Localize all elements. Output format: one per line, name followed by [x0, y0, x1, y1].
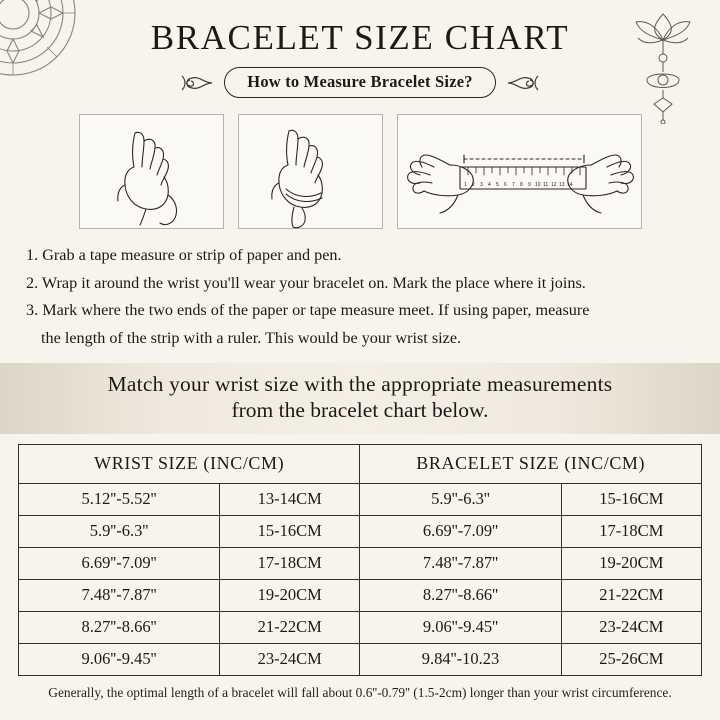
- wrist-size-inches: 7.48''-7.87'': [19, 580, 220, 612]
- illustration-3-box: [397, 114, 642, 229]
- wrist-size-cm: 21-22CM: [220, 612, 360, 644]
- svg-text:6: 6: [503, 182, 507, 188]
- subtitle-pill: How to Measure Bracelet Size?: [224, 67, 495, 98]
- bracelet-size-inches: 9.06''-9.45'': [360, 612, 561, 644]
- wrist-size-inches: 8.27''-8.66'': [19, 612, 220, 644]
- step-3-continuation: the length of the strip with a ruler. This would be your wrist size.: [41, 328, 462, 347]
- svg-text:4: 4: [487, 182, 491, 188]
- step-1: 1. Grab a tape measure or strip of paper and pen.: [26, 246, 342, 264]
- header-wrist-size: WRIST SIZE (INC/CM): [19, 445, 360, 484]
- flourish-left-ornament: [180, 72, 214, 94]
- svg-text:13: 13: [558, 182, 565, 188]
- illustration-1-box: [79, 114, 224, 229]
- bracelet-size-cm: 17-18CM: [561, 516, 701, 548]
- bracelet-size-cm: 19-20CM: [561, 548, 701, 580]
- table-row: [19, 484, 702, 516]
- wrist-size-inches: 5.12''-5.52'': [19, 484, 220, 516]
- bracelet-size-inches: 8.27''-8.66'': [360, 580, 561, 612]
- bracelet-size-cm: 21-22CM: [561, 580, 701, 612]
- match-banner-line-2: from the bracelet chart below.: [231, 398, 489, 423]
- wrist-size-inches: 5.9''-6.3'': [19, 516, 220, 548]
- footnote: Generally, the optimal length of a bracelet will fall about 0.6''-0.79'' (1.5-2cm) longer than your wrist circumference.: [48, 685, 672, 701]
- match-banner: [0, 363, 720, 434]
- table-header-row: [19, 445, 702, 484]
- step-3: 3. Mark where the two ends of the paper or tape measure meet. If using paper, measure: [26, 301, 590, 320]
- measuring-paper-strip-with-ruler-illustration: [398, 115, 643, 230]
- table-row: [19, 580, 702, 612]
- illustration-2-box: [238, 114, 383, 229]
- measurement-steps: [26, 243, 694, 351]
- step-2: 2. Wrap it around the wrist you'll wear your bracelet on. Mark the place where it joins.: [26, 273, 586, 292]
- wrist-size-inches: 6.69''-7.09'': [19, 548, 220, 580]
- wrist-size-cm: 17-18CM: [220, 548, 360, 580]
- svg-text:10: 10: [534, 182, 541, 188]
- svg-text:3: 3: [479, 182, 483, 188]
- wrist-wrapped-with-paper-strip-illustration: [239, 115, 384, 230]
- flourish-right-ornament: [506, 72, 540, 94]
- bracelet-size-inches: 5.9''-6.3'': [360, 484, 561, 516]
- size-table: [18, 444, 702, 676]
- table-row: [19, 644, 702, 676]
- bracelet-size-cm: 23-24CM: [561, 612, 701, 644]
- match-banner-line-1: Match your wrist size with the appropriate measurements: [107, 372, 613, 397]
- page-title: BRACELET SIZE CHART: [150, 18, 570, 57]
- bracelet-size-inches: 9.84''-10.23: [360, 644, 561, 676]
- bracelet-size-cm: 25-26CM: [561, 644, 701, 676]
- table-row: [19, 612, 702, 644]
- bracelet-size-inches: 7.48''-7.87'': [360, 548, 561, 580]
- wrist-size-cm: 13-14CM: [220, 484, 360, 516]
- svg-text:1: 1: [463, 182, 467, 188]
- svg-text:5: 5: [495, 182, 499, 188]
- svg-text:8: 8: [519, 182, 523, 188]
- svg-text:7: 7: [511, 182, 515, 188]
- bracelet-size-inches: 6.69''-7.09'': [360, 516, 561, 548]
- svg-text:14: 14: [566, 182, 573, 188]
- wrist-size-cm: 19-20CM: [220, 580, 360, 612]
- wrist-size-inches: 9.06''-9.45'': [19, 644, 220, 676]
- bracelet-size-cm: 15-16CM: [561, 484, 701, 516]
- subtitle-row: [0, 67, 720, 98]
- header-bracelet-size: BRACELET SIZE (INC/CM): [360, 445, 702, 484]
- hand-with-tape-measure-illustration: [80, 115, 225, 230]
- wrist-size-cm: 23-24CM: [220, 644, 360, 676]
- table-row: [19, 548, 702, 580]
- table-row: [19, 516, 702, 548]
- wrist-size-cm: 15-16CM: [220, 516, 360, 548]
- svg-text:11: 11: [542, 182, 548, 188]
- svg-text:9: 9: [527, 182, 531, 188]
- illustration-row: [0, 114, 720, 229]
- svg-text:12: 12: [550, 182, 557, 188]
- svg-text:2: 2: [471, 182, 475, 188]
